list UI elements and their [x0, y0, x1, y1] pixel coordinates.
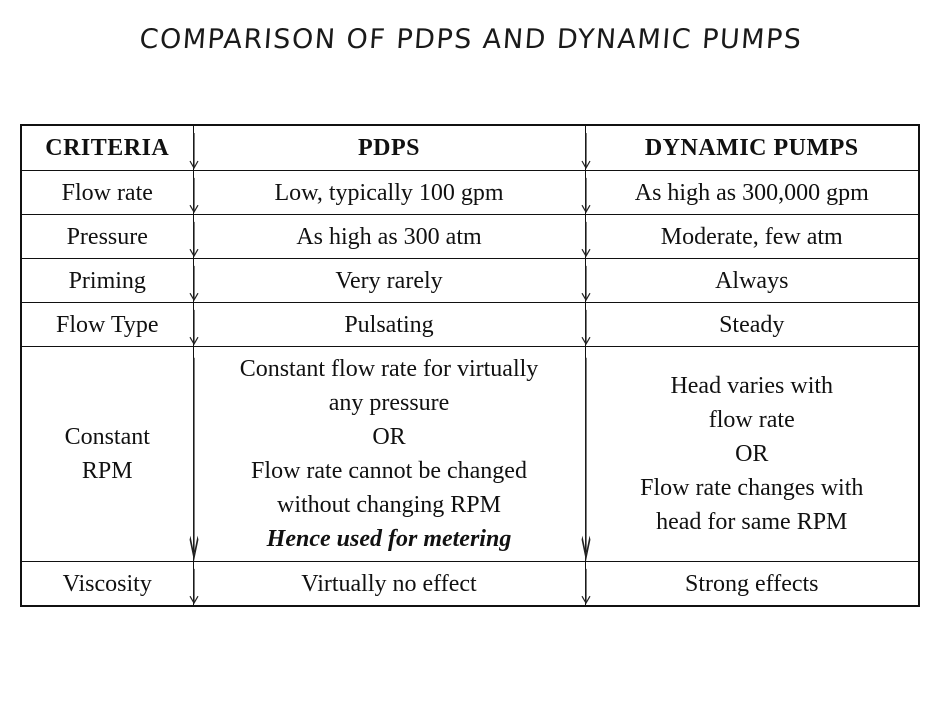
header-pdps-label: PDPS	[358, 135, 420, 161]
cell-text: OR	[372, 424, 406, 450]
cell-text: Flow Type	[55, 311, 159, 338]
header-row	[21, 125, 919, 171]
cell-text: Priming	[68, 267, 146, 294]
cell-criteria	[21, 562, 193, 607]
cell-text: flow rate	[708, 407, 795, 433]
cell-pdps	[193, 303, 585, 347]
cell-text: Low, typically 100 gpm	[274, 179, 504, 206]
cell-dynamic	[585, 562, 919, 607]
header-criteria-label: CRITERIA	[45, 135, 170, 161]
table-row	[21, 347, 919, 562]
cell-criteria	[21, 171, 193, 215]
cell-text: As high as 300 atm	[296, 223, 482, 250]
cell-text: head for same RPM	[656, 509, 848, 535]
cell-text: Strong effects	[684, 570, 819, 597]
table-row	[21, 171, 919, 215]
cell-text: any pressure	[328, 390, 450, 416]
cell-criteria	[21, 215, 193, 259]
cell-text: Flow rate cannot be changed	[251, 458, 527, 484]
table-row	[21, 215, 919, 259]
table-row	[21, 562, 919, 607]
cell-text: Viscosity	[62, 570, 152, 597]
table-row	[21, 303, 919, 347]
header-dynamic	[585, 125, 919, 171]
cell-text: RPM	[81, 458, 133, 484]
header-dynamic-label: DYNAMIC PUMPS	[644, 135, 859, 161]
cell-criteria	[21, 303, 193, 347]
cell-dynamic	[585, 259, 919, 303]
cell-dynamic	[585, 215, 919, 259]
table-row	[21, 259, 919, 303]
header-pdps	[193, 125, 585, 171]
cell-dynamic	[585, 347, 919, 562]
emphasis-text: Hence used for metering	[266, 526, 512, 552]
cell-text: Always	[715, 267, 789, 294]
cell-pdps	[193, 562, 585, 607]
cell-text: Steady	[719, 311, 785, 338]
comparison-table-container	[20, 124, 918, 607]
cell-text: Constant	[64, 424, 150, 450]
cell-text: Flow rate	[61, 179, 153, 206]
cell-text: Very rarely	[335, 267, 443, 294]
cell-text: Pressure	[66, 223, 148, 250]
cell-pdps	[193, 259, 585, 303]
cell-criteria	[21, 347, 193, 562]
cell-pdps	[193, 171, 585, 215]
page-title: COMPARISON OF PDPS AND DYNAMIC PUMPS	[138, 24, 804, 55]
cell-text: Virtually no effect	[301, 570, 477, 597]
cell-text: Constant flow rate for virtually	[239, 356, 539, 382]
cell-text: Flow rate changes with	[640, 475, 864, 501]
cell-text: OR	[735, 441, 769, 467]
cell-text: Pulsating	[344, 311, 434, 338]
cell-criteria	[21, 259, 193, 303]
header-criteria	[21, 125, 193, 171]
cell-text: Moderate, few atm	[660, 223, 843, 250]
cell-text: without changing RPM	[276, 492, 501, 518]
cell-pdps	[193, 347, 585, 562]
cell-text: As high as 300,000 gpm	[634, 179, 869, 206]
cell-dynamic	[585, 171, 919, 215]
comparison-table	[20, 124, 920, 607]
cell-pdps	[193, 215, 585, 259]
cell-text: Head varies with	[670, 373, 834, 399]
cell-dynamic	[585, 303, 919, 347]
